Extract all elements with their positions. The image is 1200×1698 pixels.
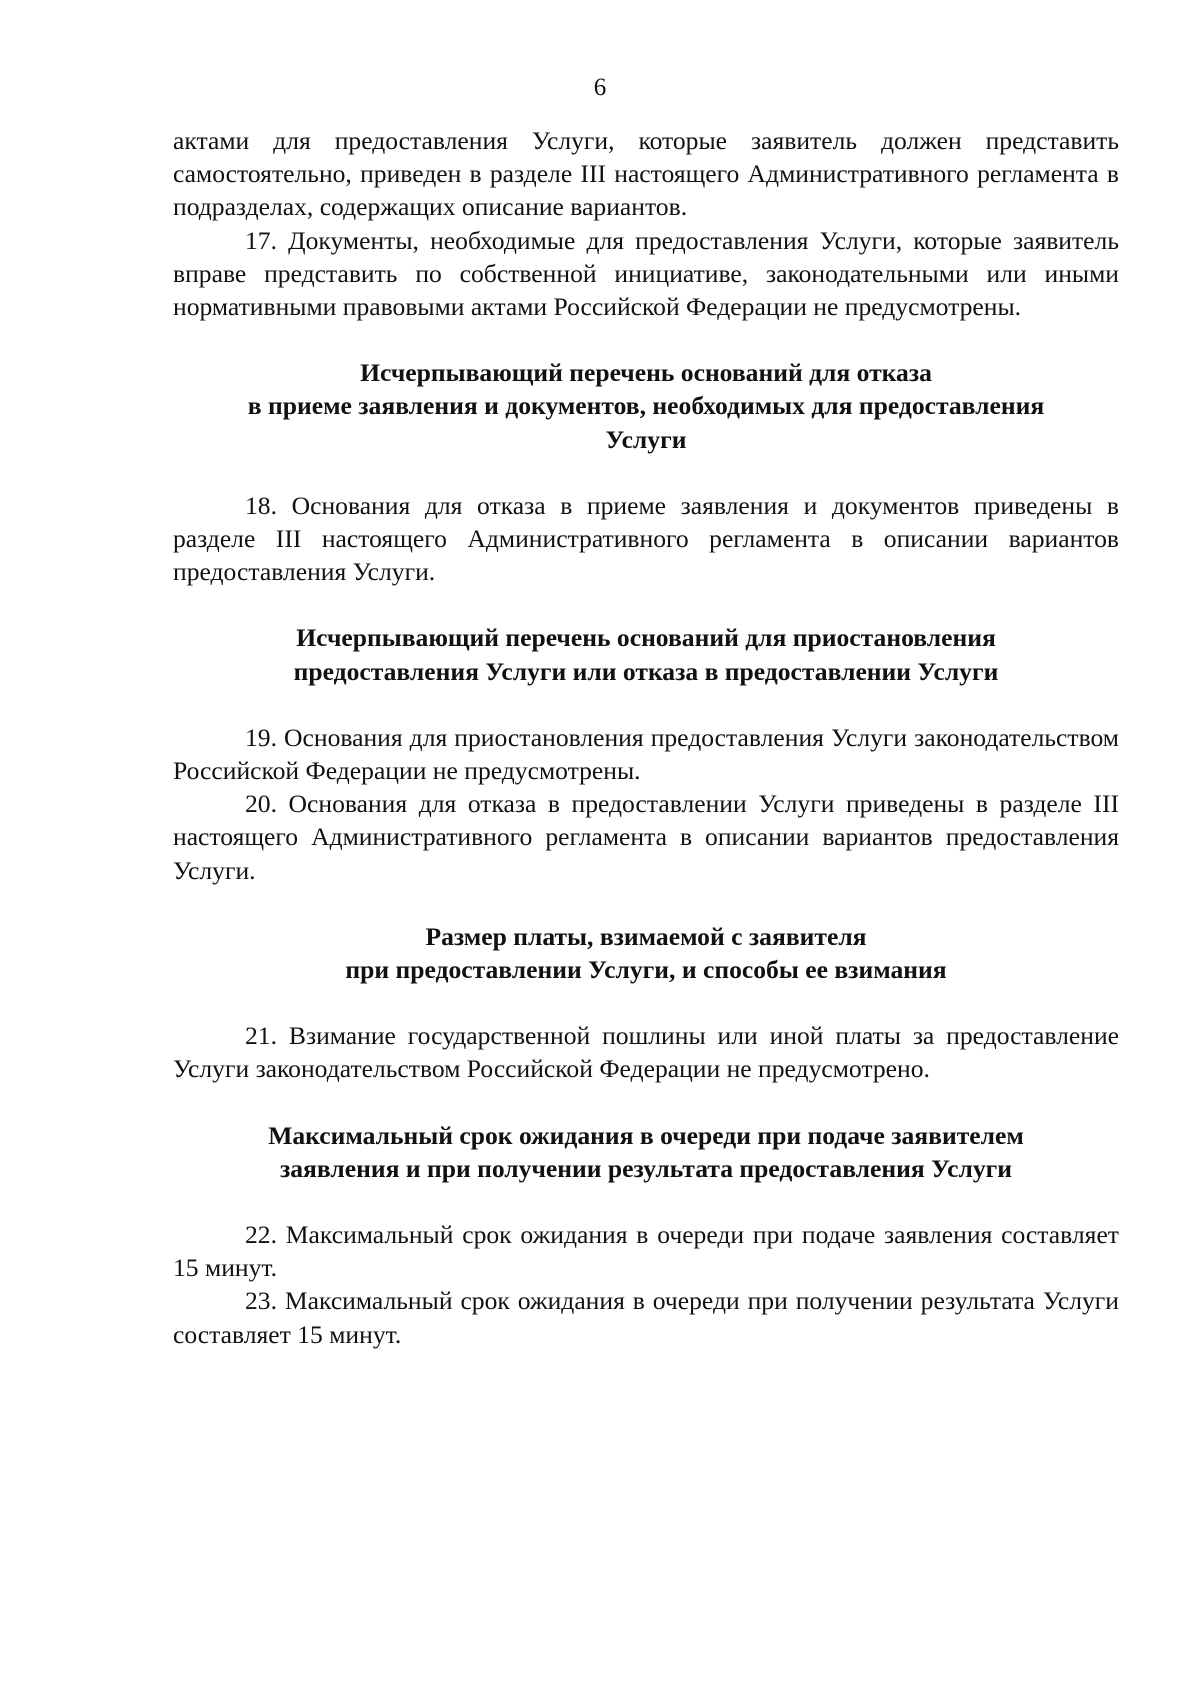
paragraph-19: 19. Основания для приостановления предоставления Услуги законодательством Российской Федерации не предусмотрены.	[173, 722, 1119, 786]
paragraph-18: 18. Основания для отказа в приеме заявления и документов приведены в разделе III настоящего Административного регламента в описании вариантов предоставления Услуги.	[173, 490, 1119, 587]
heading-line: Исчерпывающий перечень оснований для приостановления	[296, 623, 996, 653]
section-heading-suspension-refusal	[173, 621, 1119, 687]
paragraph-21: 21. Взимание государственной пошлины или иной платы за предоставление Услуги законодательством Российской Федерации не предусмотрено.	[173, 1021, 1119, 1084]
heading-line: Размер платы, взимаемой с заявителя	[425, 921, 867, 951]
heading-line: предоставления Услуги или отказа в предоставлении Услуги	[293, 656, 999, 686]
heading-line: при предоставлении Услуги, и способы ее взимания	[345, 955, 947, 985]
heading-line: Исчерпывающий перечень оснований для отказа	[360, 358, 932, 388]
paragraph-22: 22. Максимальный срок ожидания в очереди при подаче заявления составляет 15 минут.	[173, 1220, 1119, 1283]
document-body	[173, 124, 1119, 1351]
paragraph-23: 23. Максимальный срок ожидания в очереди при получении результата Услуги составляет 15 минут.	[173, 1286, 1119, 1349]
heading-line: заявления и при получении результата предоставления Услуги	[279, 1153, 1013, 1183]
heading-line: в приеме заявления и документов, необходимых для предоставления	[247, 391, 1045, 421]
paragraph-intro: актами для предоставления Услуги, которые заявитель должен представить самостоятельно, приведен в разделе III настоящего Административного регламента в подразделах, содержащих описание вариантов.	[173, 126, 1119, 222]
paragraph-17: 17. Документы, необходимые для предоставления Услуги, которые заявитель вправе представить по собственной инициативе, законодательными или иными нормативными правовыми актами Российской Федерации не предусмотрены.	[173, 225, 1119, 322]
page-number: 6	[593, 74, 607, 101]
section-heading-fee	[173, 920, 1119, 986]
section-heading-queue-time	[173, 1119, 1119, 1185]
heading-line: Услуги	[605, 424, 687, 454]
section-heading-refusal-acceptance	[173, 356, 1119, 456]
paragraph-20: 20. Основания для отказа в предоставлении Услуги приведены в разделе III настоящего Административного регламента в описании вариантов предоставления Услуги.	[173, 789, 1119, 885]
heading-line: Максимальный срок ожидания в очереди при подаче заявителем	[268, 1120, 1024, 1150]
